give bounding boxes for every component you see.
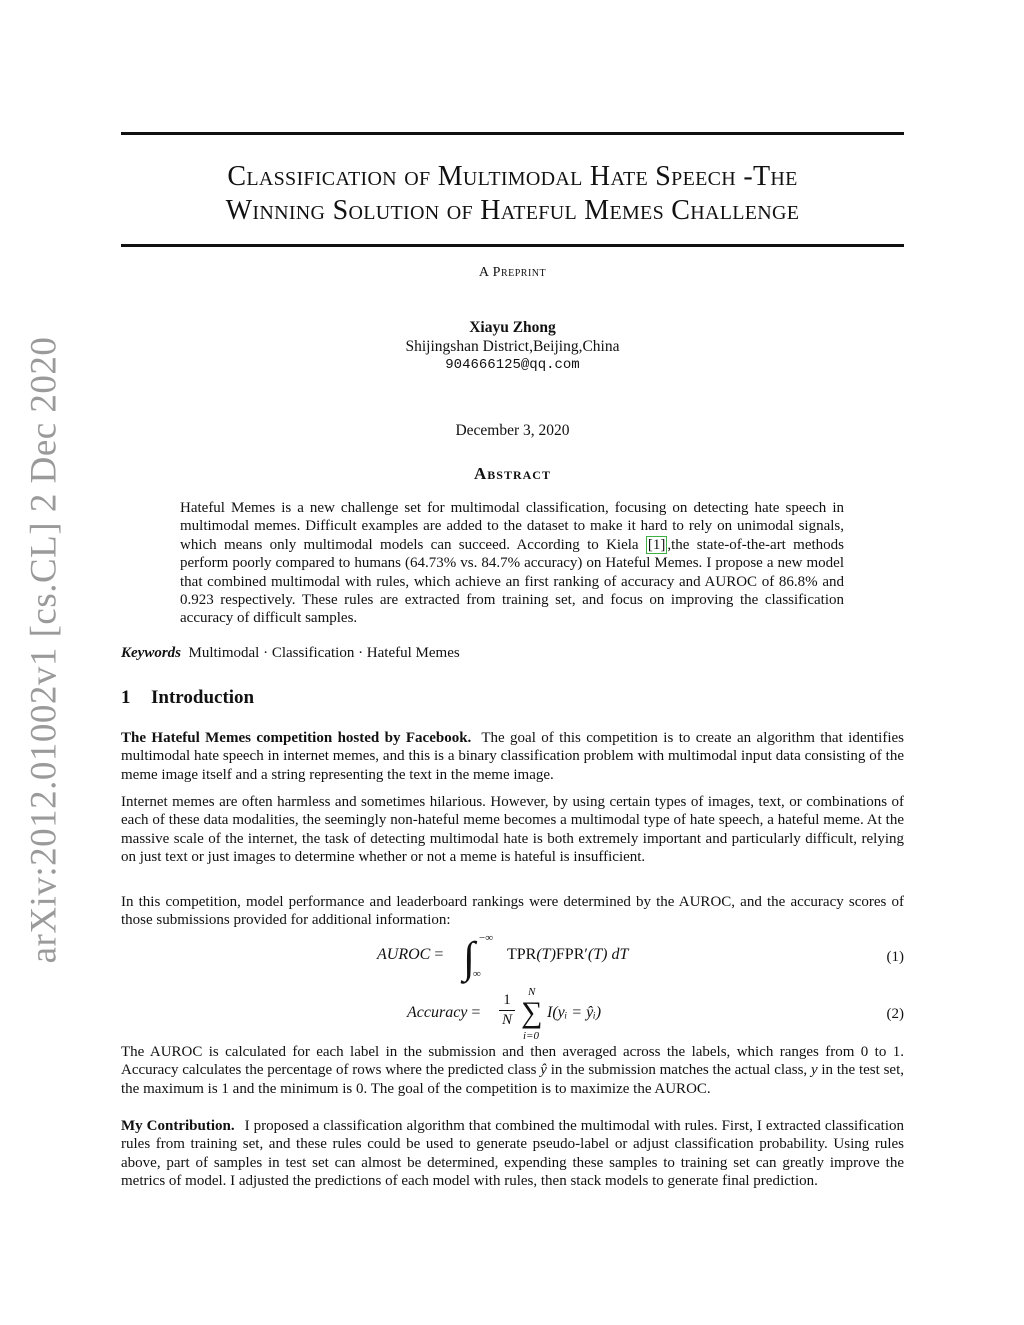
abstract-text-part-1: Hateful Memes is a new challenge set for multimodal classification, focusing on detecting hate speech in multimodal memes. Difficult examples are added to the dataset to make it hard to rely on unimodal signals, which means only multimodal models can succeed. According to Kiela — [180, 500, 844, 553]
fraction-bar — [499, 1010, 515, 1011]
abstract-heading: Abstract — [474, 464, 551, 483]
keywords-label: Keywords — [121, 645, 181, 661]
section-heading-introduction — [121, 687, 254, 709]
equation-number-2: (2) — [886, 1006, 904, 1022]
section-number: 1 — [121, 687, 131, 708]
paragraph-lead-competition: The Hateful Memes competition hosted by Facebook. — [121, 730, 472, 746]
abstract-text-part-2: ,the state-of-the-art methods perform poorly compared to humans (64.73% vs. 84.7% accuracy) on Hateful Memes. I propose a new model that combined multimodal with rules, which achieve an first ranking of accuracy and AUROC of 86.8% and 0.923 respectively. These rules are extracted from training set, and focus on improving the classification accuracy of difficult samples. — [180, 536, 844, 627]
paragraph-auroc-explanation: The AUROC is calculated for each label in the submission and then averaged across the labels, which ranges from 0 to 1. Accuracy calculates the percentage of rows where the predicted class ŷ in the submission matches the actual class, y in the test set, the maximum is 1 and the minimum is 0. The goal of the competition is to maximize the AUROC. — [121, 1044, 904, 1097]
equation-number-1: (1) — [886, 949, 904, 965]
section-title: Introduction — [151, 687, 255, 708]
paper-date: December 3, 2020 — [455, 422, 570, 439]
paragraph-contribution — [121, 1117, 904, 1190]
equation-accuracy — [121, 986, 904, 1042]
equation-auroc-lhs: AUROC = — [377, 946, 444, 963]
sum-lower-limit: i=0 — [523, 1030, 539, 1042]
arxiv-identifier: arXiv:2012.01002v1 [cs.CL] 2 Dec 2020 — [23, 336, 65, 964]
paragraph-memes: Internet memes are often harmless and sometimes hilarious. However, by using certain types of images, text, or combinations of each of these data modalities, the seemingly non-hateful meme becomes a multimodal type of hate speech, a hateful meme. At the massive scale of the internet, the task of detecting multimodal hate is both extremely important and particularly difficult, relying on just text or just images to determine whether or not a meme is hateful is insufficient. — [121, 794, 904, 865]
title-bottom-rule — [121, 244, 904, 247]
equation-auroc — [121, 932, 904, 982]
title-line-2: Winning Solution of Hateful Memes Challenge — [225, 195, 800, 226]
paragraph-metrics: In this competition, model performance and leaderboard rankings were determined by the AUROC, and the accuracy scores of those submissions provided for additional information: — [121, 894, 904, 929]
fraction-numerator: 1 — [503, 992, 511, 1008]
equation-accuracy-lhs: Accuracy = — [407, 1004, 481, 1021]
actual-class-symbol: y — [810, 1062, 818, 1079]
paragraph-lead-contribution: My Contribution. — [121, 1118, 235, 1134]
integral-upper-limit: −∞ — [479, 932, 494, 944]
keywords-line — [121, 645, 460, 662]
author-block — [121, 318, 904, 375]
paragraph-body-competition: The goal of this competition is to create an algorithm that identifies multimodal hate speech in internet memes, and this is a binary classification problem with multimodal input data consisting of the meme image itself and a string representing the text in the meme image. — [121, 730, 904, 783]
equation-auroc-integrand: TPR(T)FPR′(T) dT — [507, 946, 629, 963]
paper-title — [121, 160, 904, 228]
equation-accuracy-body: I(yᵢ = ŷᵢ) — [547, 1004, 602, 1021]
fraction-denominator: N — [501, 1012, 512, 1028]
title-top-rule — [121, 132, 904, 135]
sum-upper-limit: N — [528, 986, 536, 998]
abstract-text — [180, 499, 844, 628]
citation-link[interactable]: [1] — [647, 536, 666, 553]
title-line-1: Classification of Multimodal Hate Speech -The — [227, 161, 798, 192]
paragraph-competition — [121, 729, 904, 784]
author-affiliation: Shijingshan District,Beijing,China — [405, 338, 620, 355]
author-name: Xiayu Zhong — [469, 319, 556, 336]
summation-sign: ∑ — [521, 996, 543, 1029]
keywords-items: Multimodal · Classification · Hateful Memes — [188, 645, 460, 661]
predicted-class-symbol: ŷ — [540, 1062, 547, 1079]
integral-sign: ∫ — [463, 933, 476, 982]
fraction-one-over-n — [499, 992, 515, 1029]
author-email[interactable]: 904666125@qq.com — [445, 357, 580, 373]
preprint-label: A Preprint — [478, 265, 547, 280]
paragraph-body-contribution: I proposed a classification algorithm that combined the multimodal with rules. First, I extracted classification rules from training set, and these rules could be used to generate pseudo-label or adjust classification probability. Using rules above, part of samples in test set can almost be determined, expending these samples to training set can greatly improve the metrics of model. I adjusted the predictions of each model with rules, then stack models to generate final prediction. — [121, 1118, 904, 1189]
integral-lower-limit: ∞ — [473, 968, 481, 980]
